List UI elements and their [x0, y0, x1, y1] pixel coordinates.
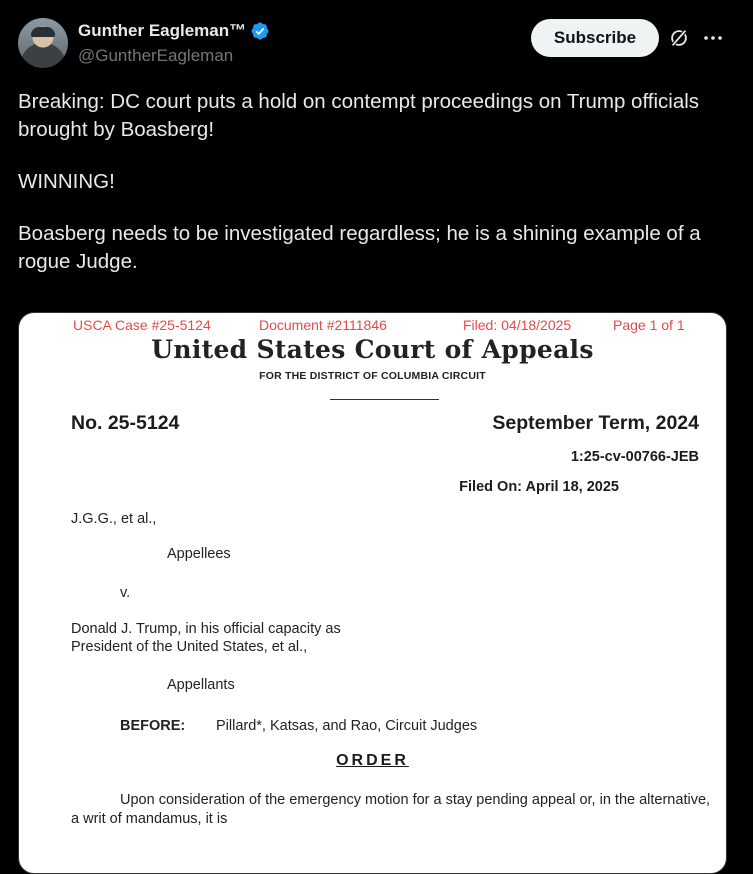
stamp-case-number: USCA Case #25-5124 [73, 317, 211, 333]
court-subtitle: FOR THE DISTRICT OF COLUMBIA CIRCUIT [259, 370, 486, 382]
court-term: September Term, 2024 [492, 412, 699, 434]
post-paragraph: Boasberg needs to be investigated regardless; he is a shining example of a rogue Judge. [18, 222, 701, 273]
author-name-line [78, 21, 270, 41]
divider [330, 399, 439, 400]
more-options-icon[interactable] [701, 28, 725, 48]
post-header [18, 18, 735, 70]
party-appellants-line2: President of the United States, et al., [71, 639, 308, 655]
attached-image[interactable] [18, 312, 727, 874]
grok-icon[interactable] [668, 27, 690, 49]
verified-badge-icon [250, 21, 270, 41]
party-appellants-line1: Donald J. Trump, in his official capacity as [71, 621, 341, 637]
order-title: ORDER [336, 752, 409, 769]
post-text [18, 88, 735, 300]
filed-on: Filed On: April 18, 2025 [459, 479, 619, 495]
versus: v. [120, 585, 131, 601]
court-title: United States Court of Appeals [151, 335, 594, 364]
avatar[interactable] [18, 18, 68, 68]
stamp-page: Page 1 of 1 [613, 317, 685, 333]
order-text: Upon consideration of the emergency motion for a stay pending appeal or, in the alternative, a writ of mandamus, it is [71, 792, 711, 827]
appellees-role: Appellees [167, 546, 231, 562]
party-appellees: J.G.G., et al., [71, 511, 157, 527]
post-paragraph: Breaking: DC court puts a hold on contempt proceedings on Trump officials brought by Boasberg! [18, 90, 700, 141]
stamp-document-number: Document #2111846 [259, 317, 387, 333]
author-display-name[interactable]: Gunther Eagleman™ [78, 21, 247, 40]
order-paragraph [71, 791, 711, 829]
stamp-filed-date: Filed: 04/18/2025 [463, 317, 572, 333]
court-document [19, 313, 726, 873]
lower-court-case: 1:25-cv-00766-JEB [570, 449, 699, 465]
post-paragraph: WINNING! [18, 170, 115, 193]
panel-judges: Pillard*, Katsas, and Rao, Circuit Judges [216, 718, 478, 734]
case-number: No. 25-5124 [71, 412, 180, 434]
subscribe-button[interactable]: Subscribe [531, 19, 659, 57]
author-handle[interactable]: @GuntherEagleman [78, 46, 234, 65]
before-label: BEFORE: [120, 718, 186, 734]
appellants-role: Appellants [167, 677, 235, 693]
